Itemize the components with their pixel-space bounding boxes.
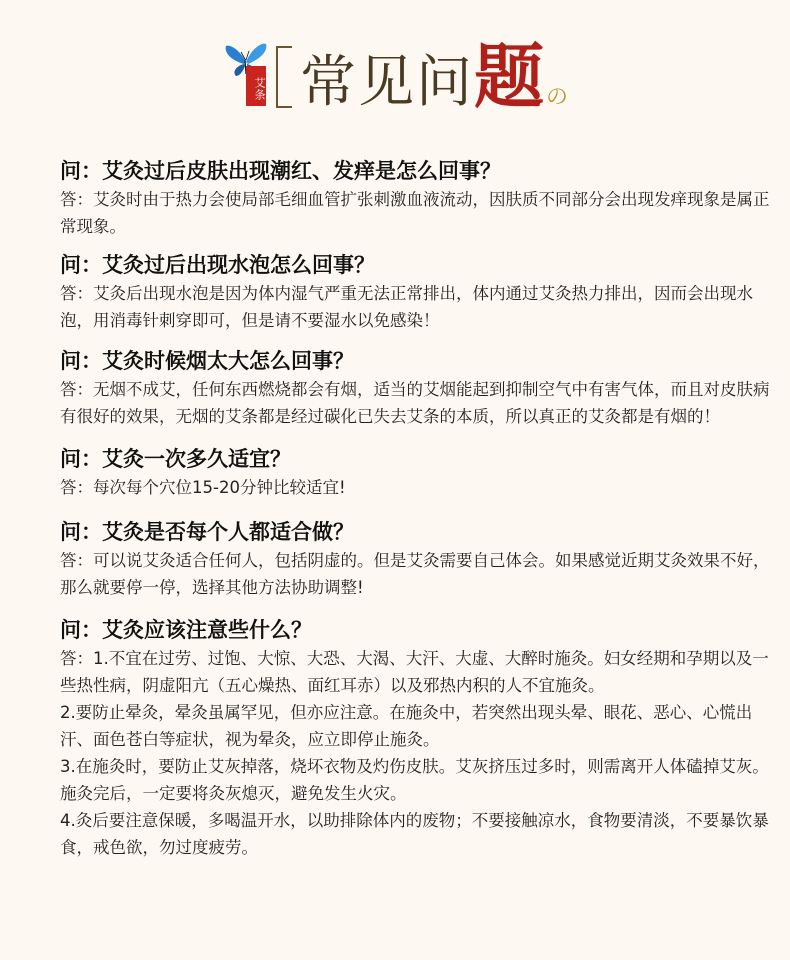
faq-answer-paragraph: 3.在施灸时，要防止艾灰掉落，烧坏衣物及灼伤皮肤。艾灰挤压过多时，则需离开人体磕掉艾灰。施灸完后，一定要将灸灰熄灭，避免发生火灾。 [60, 757, 769, 803]
faq-question: 问：艾灸过后出现水泡怎么回事？ [60, 253, 375, 277]
faq-answer-paragraph: 答：艾灸时由于热力会使局部毛细血管扩张刺激血液流动，因肤质不同部分会出现发痒现象是属正常现象。 [60, 190, 770, 236]
page-title-accent: 题 [474, 35, 544, 118]
faq-answer-paragraph: 答：可以说艾灸适合任何人，包括阴虚的。但是艾灸需要自己体会。如果感觉近期艾灸效果不好，那么就要停一停，选择其他方法协助调整! [60, 551, 770, 597]
faq-answer-paragraph: 4.灸后要注意保暖，多喝温开水，以助排除体内的废物；不要接触凉水，食物要清淡，不要暴饮暴食，戒色欲，勿过度疲劳。 [60, 811, 769, 857]
title-bracket [276, 46, 292, 108]
faq-answer-paragraph: 答：艾灸后出现水泡是因为体内湿气严重无法正常排出，体内通过艾灸热力排出，因而会出现水泡，用消毒针刺穿即可，但是请不要湿水以免感染！ [60, 284, 753, 330]
faq-answer [60, 376, 772, 430]
faq-item [60, 250, 772, 334]
page-title-main: 常见问 [300, 50, 474, 115]
faq-question: 问：艾灸过后皮肤出现潮红、发痒是怎么回事？ [60, 159, 501, 183]
seal-stamp: 艾条 [246, 66, 266, 106]
faq-item [60, 517, 772, 601]
faq-answer [60, 474, 772, 501]
faq-answer [60, 280, 772, 334]
faq-question: 问：艾灸应该注意些什么？ [60, 618, 312, 642]
faq-answer [60, 547, 772, 601]
faq-item [60, 444, 772, 501]
page-title [300, 35, 544, 118]
page-title-suffix: の [546, 85, 569, 110]
faq-item [60, 346, 772, 430]
page-header [0, 0, 790, 130]
faq-list [60, 156, 772, 861]
faq-answer-paragraph: 2.要防止晕灸，晕灸虽属罕见，但亦应注意。在施灸中，若突然出现头晕、眼花、恶心、心慌出汗、面色苍白等症状，视为晕灸，应立即停止施灸。 [60, 703, 753, 749]
faq-answer-paragraph: 答：无烟不成艾，任何东西燃烧都会有烟，适当的艾烟能起到抑制空气中有害气体，而且对皮肤病有很好的效果，无烟的艾条都是经过碳化已失去艾条的本质，所以真正的艾灸都是有烟的！ [60, 380, 770, 426]
faq-question: 问：艾灸是否每个人都适合做？ [60, 520, 354, 544]
faq-item [60, 615, 772, 861]
faq-answer [60, 186, 772, 240]
faq-question: 问：艾灸时候烟太大怎么回事？ [60, 349, 354, 373]
faq-question: 问：艾灸一次多久适宜？ [60, 447, 291, 471]
faq-answer [60, 645, 772, 861]
faq-answer-paragraph: 答：1.不宜在过劳、过饱、大惊、大恐、大渴、大汗、大虚、大醉时施灸。妇女经期和孕期以及一些热性病，阴虚阳亢（五心燥热、面红耳赤）以及邪热内积的人不宜施灸。 [60, 649, 769, 695]
faq-item [60, 156, 772, 240]
faq-answer-paragraph: 答：每次每个穴位15-20分钟比较适宜! [60, 478, 346, 497]
